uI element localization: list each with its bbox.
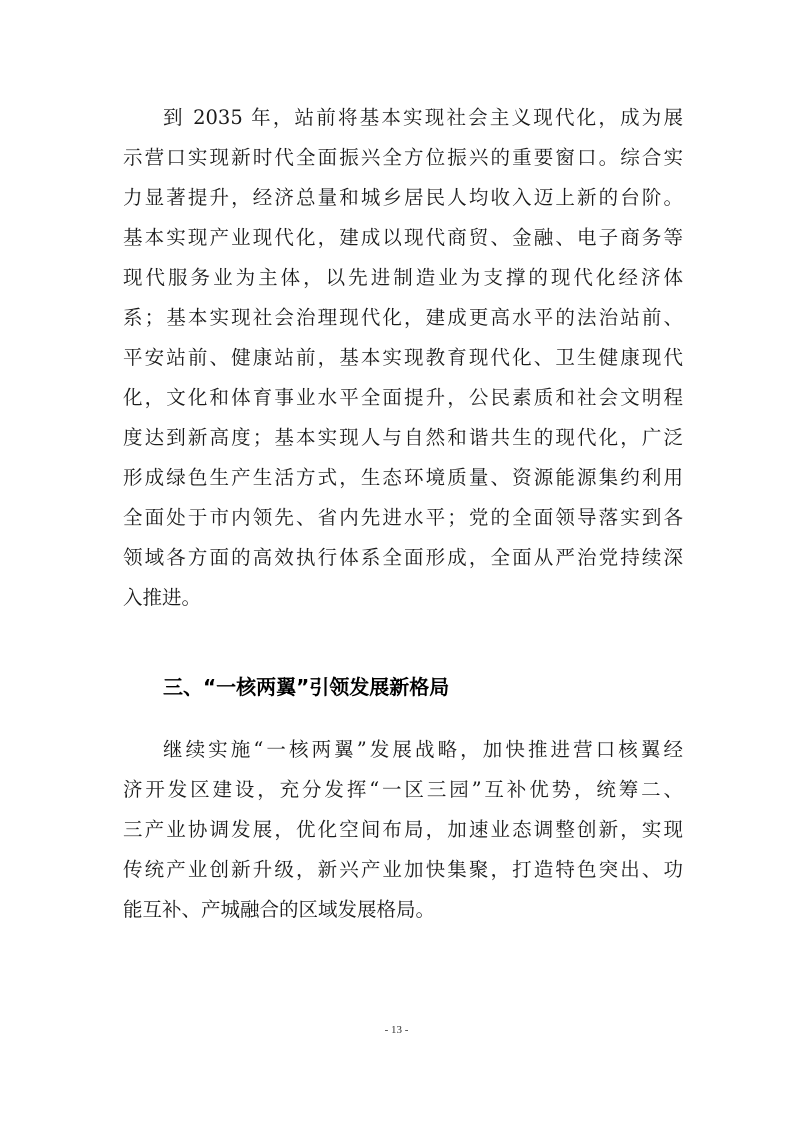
paragraph-line: 到 2035 年，站前将基本实现社会主义现代化，成为展 [163,106,683,129]
paragraph-line: 能互补、产城融合的区域发展格局。 [123,898,436,921]
paragraph-line: 现代服务业为主体，以先进制造业为支撑的现代化经济体 [123,266,683,289]
paragraph-line: 传统产业创新升级，新兴产业加快集聚，打造特色突出、功 [123,858,683,881]
paragraph-line: 继续实施“一核两翼”发展战略，加快推进营口核翼经 [163,738,683,761]
page-number: - 13 - [384,1024,409,1036]
paragraph-line: 力显著提升，经济总量和城乡居民人均收入迈上新的台阶。 [123,186,683,209]
paragraph-line: 示营口实现新时代全面振兴全方位振兴的重要窗口。综合实 [123,146,683,169]
paragraph-line: 基本实现产业现代化，建成以现代商贸、金融、电子商务等 [123,226,683,249]
paragraph-line: 度达到新高度；基本实现人与自然和谐共生的现代化，广泛 [123,426,683,449]
paragraph-line: 平安站前、健康站前，基本实现教育现代化、卫生健康现代 [123,346,683,369]
section-heading: 三、“一核两翼”引领发展新格局 [163,675,450,699]
paragraph-line: 化，文化和体育事业水平全面提升，公民素质和社会文明程 [123,386,683,409]
paragraph-line: 领域各方面的高效执行体系全面形成，全面从严治党持续深 [123,546,683,569]
paragraph-line: 形成绿色生产生活方式，生态环境质量、资源能源集约利用 [123,466,683,489]
paragraph-line: 三产业协调发展，优化空间布局，加速业态调整创新，实现 [123,818,683,841]
paragraph-line: 系；基本实现社会治理现代化，建成更高水平的法治站前、 [123,306,683,329]
paragraph-line: 入推进。 [123,586,202,609]
paragraph-line: 济开发区建设，充分发挥“一区三园”互补优势，统筹二、 [123,778,683,801]
paragraph-line: 全面处于市内领先、省内先进水平；党的全面领导落实到各 [123,506,683,529]
